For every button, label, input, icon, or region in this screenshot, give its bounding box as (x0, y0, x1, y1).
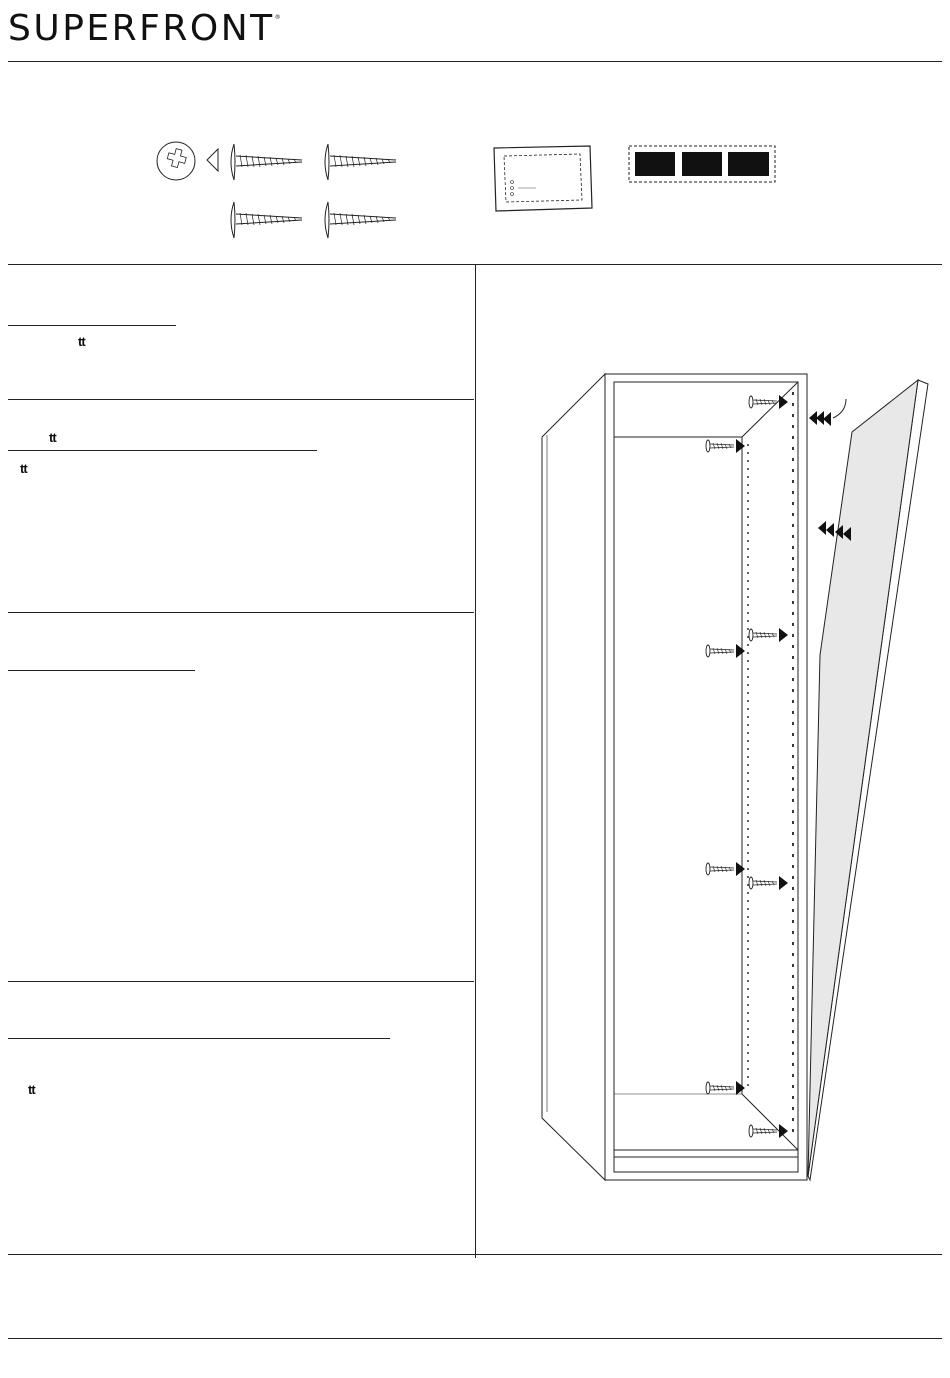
section-divider-2 (8, 612, 474, 613)
screw-icon (228, 142, 403, 242)
brand-name: SUPERFRONT (8, 8, 275, 49)
cabinet-assembly-illustration (476, 266, 950, 1254)
felt-pad-icon (628, 145, 776, 183)
brand-logo (8, 8, 281, 49)
ligature-text-4: tt (28, 1082, 35, 1097)
heading-underline-3 (8, 670, 195, 671)
ligature-text-1: tt (78, 334, 85, 349)
ligature-text-3: tt (20, 461, 27, 476)
hardware-bag-icon (492, 144, 594, 214)
heading-underline-4 (8, 1038, 390, 1039)
ligature-text-2: tt (49, 430, 56, 445)
header-divider (8, 61, 942, 62)
section-divider-1 (8, 399, 474, 400)
section-divider-3 (8, 981, 474, 982)
footer-divider-bottom (8, 1338, 942, 1339)
screw-head-icon (155, 140, 225, 185)
heading-underline-2 (8, 450, 317, 451)
footer-divider-top (8, 1254, 942, 1255)
heading-underline-1 (8, 325, 176, 326)
brand-trademark: ® (274, 14, 281, 21)
